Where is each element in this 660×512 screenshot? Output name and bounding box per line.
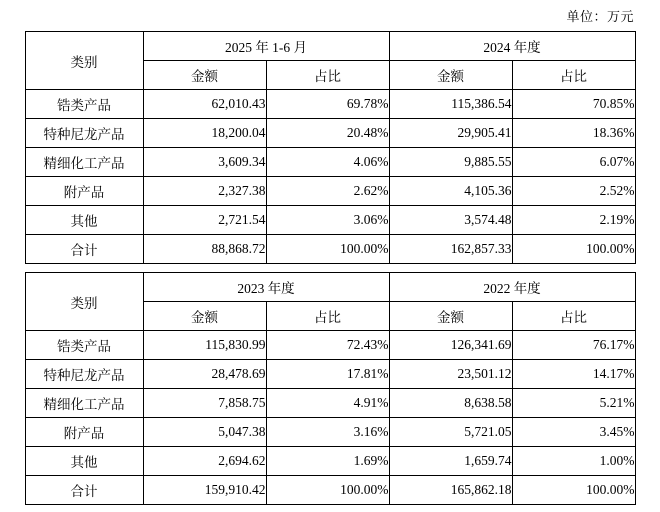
total-ratio-1: 100.00% <box>266 476 389 505</box>
header-period-1: 2023 年度 <box>143 273 389 302</box>
table-gap <box>0 264 660 272</box>
row-amount-1: 18,200.04 <box>143 119 266 148</box>
revenue-table-2025-2024 <box>25 31 636 264</box>
row-category: 其他 <box>25 206 143 235</box>
total-amount-1: 88,868.72 <box>143 235 266 264</box>
row-amount-1: 2,327.38 <box>143 177 266 206</box>
row-ratio-1: 3.06% <box>266 206 389 235</box>
row-ratio-1: 72.43% <box>266 331 389 360</box>
row-ratio-1: 69.78% <box>266 90 389 119</box>
header-ratio-1: 占比 <box>266 61 389 90</box>
row-ratio-2: 14.17% <box>512 360 635 389</box>
header-period-2: 2024 年度 <box>389 32 635 61</box>
row-category: 锆类产品 <box>25 331 143 360</box>
total-ratio-2: 100.00% <box>512 235 635 264</box>
header-amount-1: 金额 <box>143 302 266 331</box>
row-category: 附产品 <box>25 418 143 447</box>
header-category: 类别 <box>25 273 143 331</box>
row-ratio-2: 6.07% <box>512 148 635 177</box>
row-amount-2: 5,721.05 <box>389 418 512 447</box>
row-ratio-2: 70.85% <box>512 90 635 119</box>
row-ratio-2: 2.52% <box>512 177 635 206</box>
header-ratio-2: 占比 <box>512 302 635 331</box>
row-amount-2: 4,105.36 <box>389 177 512 206</box>
row-ratio-2: 2.19% <box>512 206 635 235</box>
row-amount-1: 28,478.69 <box>143 360 266 389</box>
row-amount-1: 7,858.75 <box>143 389 266 418</box>
table-row <box>25 119 635 148</box>
table-row <box>25 90 635 119</box>
row-amount-1: 62,010.43 <box>143 90 266 119</box>
header-amount-2: 金额 <box>389 302 512 331</box>
row-amount-2: 29,905.41 <box>389 119 512 148</box>
row-ratio-1: 4.91% <box>266 389 389 418</box>
row-ratio-2: 1.00% <box>512 447 635 476</box>
total-ratio-2: 100.00% <box>512 476 635 505</box>
table-header-row-periods <box>25 273 635 302</box>
total-label: 合计 <box>25 235 143 264</box>
row-amount-2: 23,501.12 <box>389 360 512 389</box>
total-amount-1: 159,910.42 <box>143 476 266 505</box>
row-ratio-2: 18.36% <box>512 119 635 148</box>
row-ratio-1: 17.81% <box>266 360 389 389</box>
row-ratio-1: 4.06% <box>266 148 389 177</box>
table-total-row <box>25 235 635 264</box>
unit-note: 单位：万元 <box>566 9 634 24</box>
header-period-1: 2025 年 1-6 月 <box>143 32 389 61</box>
row-amount-2: 3,574.48 <box>389 206 512 235</box>
row-category: 附产品 <box>25 177 143 206</box>
row-category: 其他 <box>25 447 143 476</box>
header-amount-2: 金额 <box>389 61 512 90</box>
header-ratio-2: 占比 <box>512 61 635 90</box>
row-category: 锆类产品 <box>25 90 143 119</box>
header-category: 类别 <box>25 32 143 90</box>
table-row <box>25 177 635 206</box>
row-ratio-2: 5.21% <box>512 389 635 418</box>
row-ratio-1: 3.16% <box>266 418 389 447</box>
total-amount-2: 162,857.33 <box>389 235 512 264</box>
header-ratio-1: 占比 <box>266 302 389 331</box>
row-ratio-1: 1.69% <box>266 447 389 476</box>
row-ratio-1: 20.48% <box>266 119 389 148</box>
table-row <box>25 206 635 235</box>
table-row <box>25 331 635 360</box>
row-amount-2: 9,885.55 <box>389 148 512 177</box>
table-row <box>25 148 635 177</box>
row-amount-1: 2,694.62 <box>143 447 266 476</box>
row-amount-1: 5,047.38 <box>143 418 266 447</box>
table-row <box>25 360 635 389</box>
revenue-table-2023-2022 <box>25 272 636 505</box>
table-total-row <box>25 476 635 505</box>
row-amount-1: 3,609.34 <box>143 148 266 177</box>
table-row <box>25 418 635 447</box>
total-ratio-1: 100.00% <box>266 235 389 264</box>
table-row <box>25 389 635 418</box>
row-amount-2: 1,659.74 <box>389 447 512 476</box>
row-category: 精细化工产品 <box>25 389 143 418</box>
total-label: 合计 <box>25 476 143 505</box>
table-row <box>25 447 635 476</box>
row-amount-1: 115,830.99 <box>143 331 266 360</box>
row-ratio-2: 3.45% <box>512 418 635 447</box>
row-category: 精细化工产品 <box>25 148 143 177</box>
row-amount-2: 115,386.54 <box>389 90 512 119</box>
row-amount-2: 8,638.58 <box>389 389 512 418</box>
header-period-2: 2022 年度 <box>389 273 635 302</box>
row-ratio-2: 76.17% <box>512 331 635 360</box>
row-ratio-1: 2.62% <box>266 177 389 206</box>
row-amount-1: 2,721.54 <box>143 206 266 235</box>
row-category: 特种尼龙产品 <box>25 360 143 389</box>
row-category: 特种尼龙产品 <box>25 119 143 148</box>
total-amount-2: 165,862.18 <box>389 476 512 505</box>
table-header-row-periods <box>25 32 635 61</box>
row-amount-2: 126,341.69 <box>389 331 512 360</box>
header-amount-1: 金额 <box>143 61 266 90</box>
